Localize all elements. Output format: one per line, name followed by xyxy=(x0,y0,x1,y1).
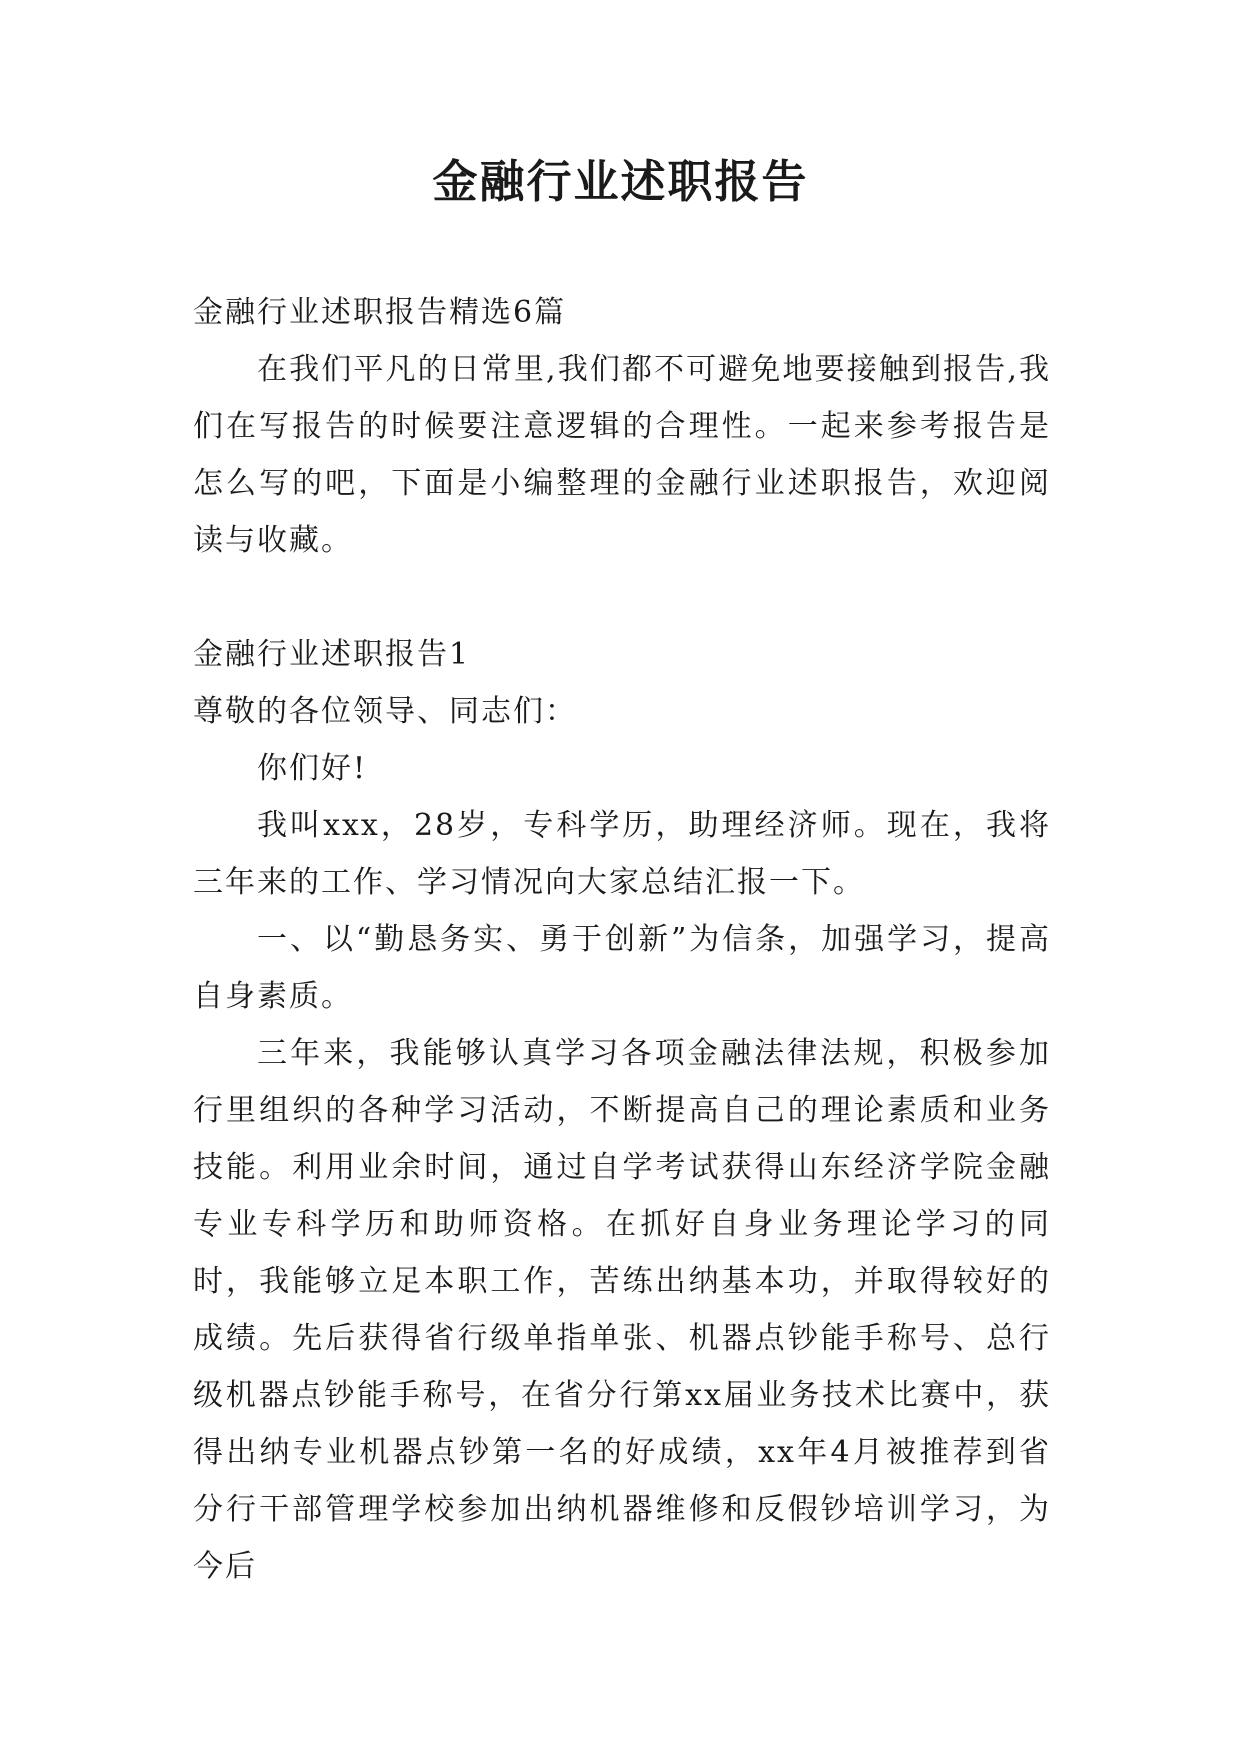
document-body xyxy=(193,284,1051,1595)
body-paragraph: 一、以“勤恳务实、勇于创新”为信条，加强学习，提高自身素质。 xyxy=(193,922,1051,1014)
section-heading: 金融行业述职报告1 xyxy=(193,637,471,672)
body-paragraph: 三年来，我能够认真学习各项金融法律法规，积极参加行里组织的各种学习活动，不断提高自己的理论素质和业务技能。利用业余时间，通过自学考试获得山东经济学院金融专业专科学历和助师资格。在抓好自身业务理论学习的同时，我能够立足本职工作，苦练出纳基本功，并取得较好的成绩。先后获得省行级单指单张、机器点钞能手称号、总行级机器点钞能手称号，在省分行第xx届业务技术比赛中，获得出纳专业机器点钞第一名的好成绩，xx年4月被推荐到省分行干部管理学校参加出纳机器维修和反假钞培训学习，为今后 xyxy=(193,1036,1051,1584)
greeting: 你们好! xyxy=(257,751,368,786)
body-paragraph: 我叫xxx，28岁，专科学历，助理经济师。现在，我将三年来的工作、学习情况向大家总结汇报一下。 xyxy=(193,808,1051,900)
intro-paragraph: 在我们平凡的日常里,我们都不可避免地要接触到报告,我们在写报告的时候要注意逻辑的合理性。一起来参考报告是怎么写的吧，下面是小编整理的金融行业述职报告，欢迎阅读与收藏。 xyxy=(193,352,1051,558)
paragraph-spacer xyxy=(193,569,1051,626)
document-title: 金融行业述职报告 xyxy=(432,155,809,208)
salutation: 尊敬的各位领导、同志们： xyxy=(193,694,577,729)
document-subtitle: 金融行业述职报告精选6篇 xyxy=(193,295,567,330)
